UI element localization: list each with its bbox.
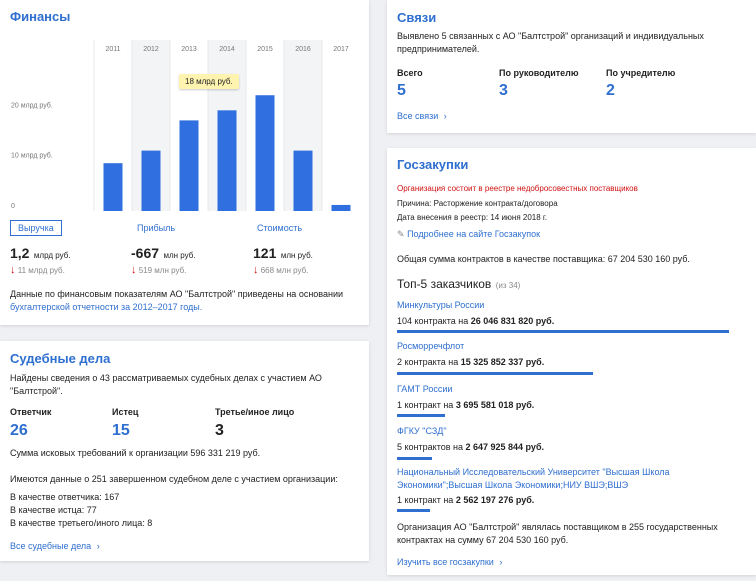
links-title: Связи — [397, 10, 437, 25]
finance-title: Финансы — [10, 9, 71, 24]
metric-revenue — [10, 245, 71, 263]
customer-amount-1: 15 325 852 337 руб. — [460, 357, 545, 367]
court-role-third: В качестве третьего/иного лица: 8 — [10, 518, 153, 528]
gos-warning: Организация состоит в реестре недобросовестных поставщиков — [397, 184, 638, 193]
customer-amount-4: 2 562 197 276 руб. — [455, 495, 535, 505]
metric-revenue-unit: млрд руб. — [33, 251, 71, 260]
customer-name-2[interactable]: ГАМТ России — [397, 384, 453, 394]
chart-x-tick-label: 2016 — [295, 46, 311, 53]
customer-name-3[interactable]: ФГКУ "СЗД" — [397, 426, 447, 436]
court-card — [0, 341, 369, 561]
customer-amount-2: 3 695 581 018 руб. — [455, 400, 535, 410]
links-founder-value[interactable]: 2 — [606, 82, 615, 99]
chevron-right-icon: › — [96, 541, 100, 551]
court-defendant-value[interactable]: 26 — [10, 422, 28, 439]
customer-sum-1 — [397, 357, 544, 367]
court-sum-label: Сумма исковых требований к организации — [10, 448, 188, 458]
court-desc-line2: "Балтстрой". — [10, 386, 63, 396]
customer-count-0: 104 контракта на — [397, 316, 469, 326]
court-completed: Имеются данные о 251 завершенном судебном деле с участием организации: — [10, 474, 338, 484]
chart-bar-2015[interactable] — [256, 95, 275, 211]
court-plaintiff-value[interactable]: 15 — [112, 422, 130, 439]
chart-x-tick-label: 2015 — [257, 46, 273, 53]
finance-chart — [0, 0, 369, 215]
chart-x-tick-label: 2013 — [181, 46, 197, 53]
customer-name-0[interactable]: Минкультуры России — [397, 300, 485, 310]
metric-profit-unit: млн руб. — [163, 251, 196, 260]
gos-date: Дата внесения в реестр: 14 июня 2018 г. — [397, 213, 548, 222]
customer-count-1: 2 контракта на — [397, 357, 459, 367]
chart-x-tick-label: 2012 — [143, 46, 159, 53]
court-title: Судебные дела — [10, 351, 111, 366]
customer-bar-3 — [397, 457, 432, 460]
court-third-value[interactable]: 3 — [215, 422, 224, 439]
customer-bar-2 — [397, 414, 445, 417]
links-desc-line2: предпринимателей. — [397, 44, 480, 54]
metric-revenue-change-text: 11 млрд руб. — [17, 266, 65, 275]
customer-name-4-line2[interactable]: Экономики";Высшая Школа Экономики;НИУ ВШЭ;ВШЭ — [397, 480, 629, 490]
all-gos-label: Изучить все госзакупки — [397, 557, 494, 567]
customer-sum-3 — [397, 442, 544, 452]
chart-y-tick-label: 0 — [11, 203, 15, 210]
customer-amount-0: 26 046 831 820 руб. — [470, 316, 555, 326]
chart-y-tick-label: 20 млрд руб. — [11, 102, 53, 110]
links-desc-line1: Выявлено 5 связанных с АО "Балтстрой" организаций и индивидуальных — [397, 31, 704, 41]
gos-top-title: Топ-5 заказчиков — [397, 277, 492, 291]
customer-count-4: 1 контракт на — [397, 495, 454, 505]
chart-y-tick-label: 10 млрд руб. — [11, 152, 53, 160]
customer-name-1[interactable]: Росморречфлот — [397, 341, 465, 351]
court-third-label: Третье/иное лицо — [215, 407, 295, 417]
link-icon: ✎ — [397, 229, 405, 239]
gos-more-label: Подробнее на сайте Госзакупок — [407, 229, 541, 239]
metric-cost-value: 121 — [253, 245, 277, 261]
metric-cost-change — [253, 264, 308, 276]
customer-count-2: 1 контракт на — [397, 400, 454, 410]
all-gos-link[interactable] — [397, 557, 502, 567]
gos-top-count: (из 34) — [495, 281, 521, 290]
chart-bar-2013[interactable] — [180, 120, 199, 211]
gos-title: Госзакупки — [397, 157, 469, 172]
metric-profit-change-text: 519 млн руб. — [138, 266, 187, 275]
chevron-right-icon: › — [499, 557, 503, 567]
customer-count-3: 5 контрактов на — [397, 442, 463, 452]
metric-cost — [253, 245, 313, 263]
gos-summary-line2: контрактах на сумму 67 204 530 160 руб. — [397, 535, 569, 545]
gos-card — [387, 148, 756, 575]
links-founder-label: По учредителю — [606, 68, 676, 78]
court-plaintiff-label: Истец — [112, 407, 139, 417]
customer-sum-2 — [397, 400, 534, 410]
customer-bar-1 — [397, 372, 593, 375]
court-defendant-label: Ответчик — [10, 407, 52, 417]
finance-report-link[interactable]: бухгалтерской отчетности за 2012–2017 годы. — [10, 302, 203, 312]
all-court-label: Все судебные дела — [10, 541, 92, 551]
metric-cost-change-text: 668 млн руб. — [260, 266, 309, 275]
chart-x-tick-label: 2017 — [333, 46, 349, 53]
links-director-label: По руководителю — [499, 68, 579, 78]
all-links-label: Все связи — [397, 111, 439, 121]
gos-more-link[interactable] — [397, 229, 540, 240]
chart-bar-2016[interactable] — [294, 151, 313, 211]
chart-tooltip: 18 млрд руб. — [179, 74, 239, 89]
links-total-value[interactable]: 5 — [397, 82, 406, 99]
links-total-label: Всего — [397, 68, 423, 78]
court-desc-line1: Найдены сведения о 43 рассматриваемых судебных делах с участием АО — [10, 373, 322, 383]
metric-profit-change — [131, 264, 186, 276]
metric-cost-unit: млн руб. — [280, 251, 313, 260]
tab-profit[interactable]: Прибыль — [137, 223, 176, 233]
chart-bar-2017[interactable] — [332, 205, 351, 211]
arrow-down-icon: ↓ — [10, 264, 16, 276]
court-role-plaintiff: В качестве истца: 77 — [10, 505, 97, 515]
customer-name-4[interactable]: Национальный Исследовательский Университет "Высшая Школа — [397, 467, 670, 477]
arrow-down-icon: ↓ — [131, 264, 137, 276]
links-card — [387, 0, 756, 133]
chart-x-tick-label: 2011 — [105, 46, 121, 53]
finance-note: Данные по финансовым показателям АО "Балтстрой" приведены на основании — [10, 289, 344, 299]
gos-summary-line1: Организация АО "Балтстрой" являлась поставщиком в 255 государственных — [397, 522, 718, 532]
arrow-down-icon: ↓ — [253, 264, 259, 276]
finance-card — [0, 0, 369, 325]
gos-reason: Причина: Расторжение контракта/договора — [397, 199, 558, 208]
tab-revenue[interactable] — [10, 220, 62, 236]
all-court-link[interactable] — [10, 541, 100, 551]
customer-amount-3: 2 647 925 844 руб. — [465, 442, 544, 452]
tab-cost[interactable]: Стоимость — [257, 223, 303, 233]
court-sum-value: 596 331 219 руб. — [190, 448, 261, 458]
chart-bar-2012[interactable] — [142, 151, 161, 211]
metric-profit — [131, 245, 196, 263]
gos-total: Общая сумма контрактов в качестве поставщика: 67 204 530 160 руб. — [397, 254, 690, 264]
chevron-right-icon: › — [443, 111, 447, 121]
metric-revenue-change — [10, 264, 65, 276]
links-director-value[interactable]: 3 — [499, 82, 508, 99]
customer-sum-4 — [397, 495, 534, 505]
tab-revenue-label: Выручка — [18, 223, 54, 233]
metric-revenue-value: 1,2 — [10, 245, 30, 261]
gos-top-header — [397, 275, 520, 293]
customer-bar-4 — [397, 509, 430, 512]
customer-sum-0 — [397, 316, 554, 326]
court-sum — [10, 448, 260, 458]
chart-bar-2011[interactable] — [104, 163, 123, 211]
all-links-link[interactable] — [397, 111, 447, 121]
metric-profit-value: -667 — [131, 245, 160, 261]
chart-x-tick-label: 2014 — [219, 46, 235, 53]
customer-bar-0 — [397, 330, 729, 333]
chart-bar-2014[interactable] — [218, 110, 237, 211]
court-role-defendant: В качестве ответчика: 167 — [10, 492, 120, 502]
